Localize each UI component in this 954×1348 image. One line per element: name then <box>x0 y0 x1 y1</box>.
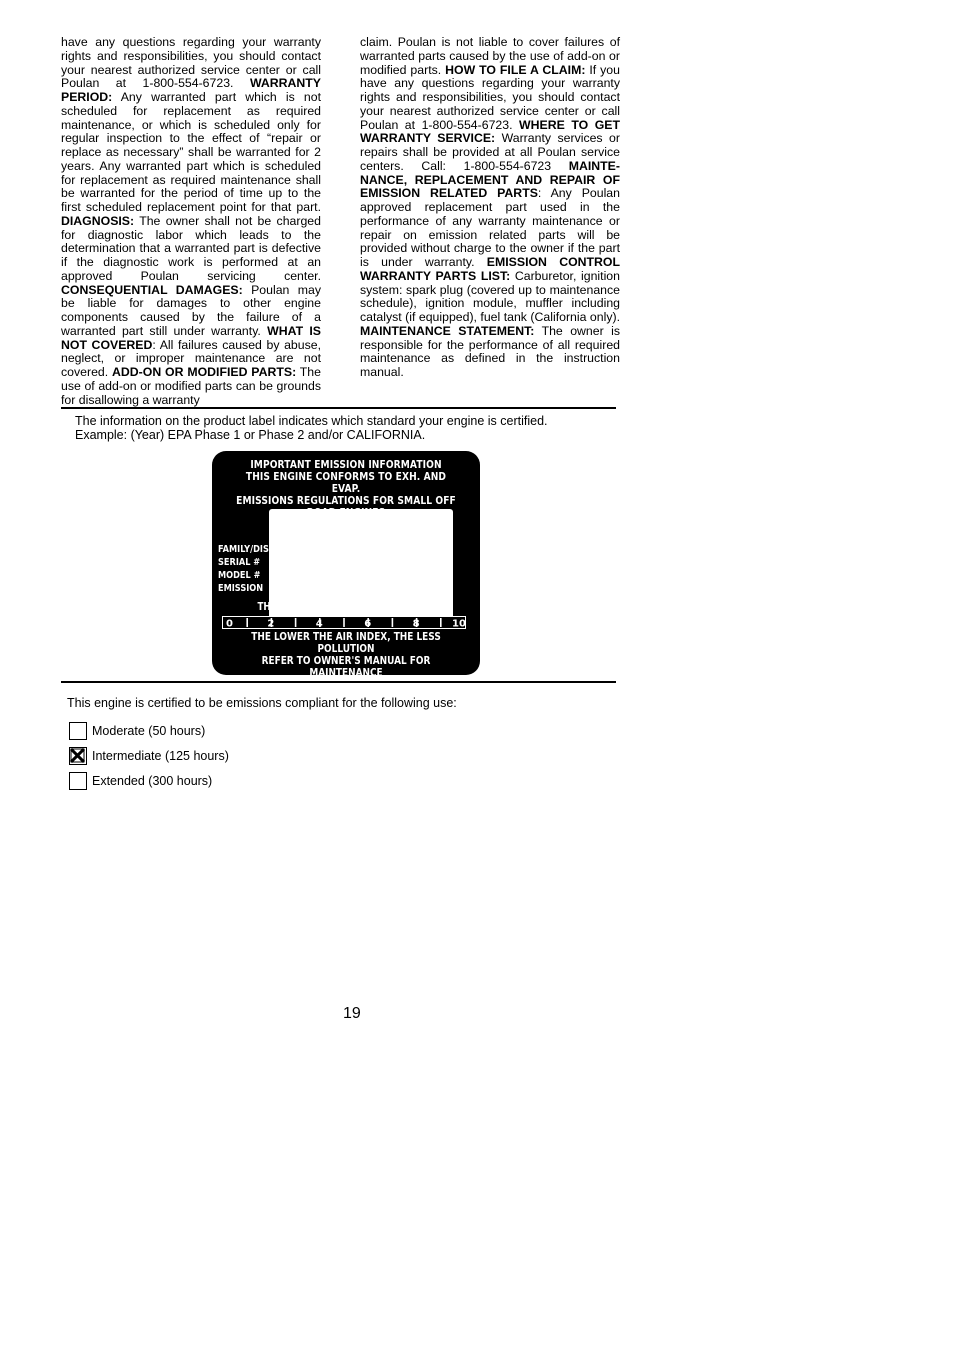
checkbox[interactable] <box>69 747 87 765</box>
heading-warranty-period: WARRANTY PERIOD: <box>61 76 321 104</box>
label-field: SERIAL # <box>218 557 261 568</box>
air-index-fill <box>223 617 296 628</box>
air-index-scale-label: 0 <box>226 618 233 629</box>
air-index-scale-label: 4 <box>315 618 323 629</box>
heading-maintenance-replacement: MAINTENANCE, REPLACEMENT AND REPAIR OF EMISSION RELATED PARTS <box>360 158 620 201</box>
paragraph-text: have any questions regarding your warranty rights and responsibilities, you should contact your nearest authorized service center or call Poulan at 1-800-554-6723. <box>61 35 321 91</box>
checkbox[interactable] <box>69 722 87 740</box>
label-note <box>75 414 615 442</box>
option-label: Intermediate (125 hours) <box>92 749 229 763</box>
air-index-scale-label: 6 <box>364 618 372 629</box>
heading-what-is-not-covered: WHAT IS NOT COVERED <box>61 323 321 352</box>
paragraph-text: Poulan may be liable for damages to other engine components caused by the failure of a warranted part still under warranty. <box>61 282 321 338</box>
option-label: Moderate (50 hours) <box>92 724 206 738</box>
paragraph-text: : Any Poulan approved replacement part used in the performance of any warranty maintenance or repair on emission related parts will be provided without charge to the owner if the part is under warranty. <box>360 186 620 269</box>
air-index-scale <box>222 616 466 629</box>
label-field: EMISSION <box>218 583 264 594</box>
air-index-scale-label: 2 <box>267 618 275 629</box>
paragraph-text: If you have any questions regarding your warranty rights and responsibilities, you should contact your nearest authorized service center or call Poulan at 1-800-554-6723. <box>360 62 620 132</box>
checkbox[interactable] <box>69 772 87 790</box>
heading-consequential-damages: CONSEQUENTIAL DAMAGES: <box>61 282 243 297</box>
label-field: MODEL # <box>218 570 261 581</box>
label-note-line: The information on the product label indicates which standard your engine is certified. <box>75 414 548 428</box>
label-title-line: EMISSIONS REGULATIONS FOR SMALL OFF <box>236 495 456 507</box>
section-divider <box>61 681 616 683</box>
emission-information-label <box>212 451 480 691</box>
section-divider <box>61 407 616 409</box>
label-title-line: THIS ENGINE CONFORMS TO EXH. AND EVAP. <box>245 471 447 495</box>
label-bottom-line: THE LOWER THE AIR INDEX, THE LESS POLLUTION <box>251 631 441 655</box>
paragraph-text: Carburetor, ignition system: spark plug (covered up to maintenance schedule), ignition module, muffler including catalyst (if equipped), fuel tank (California only). <box>360 268 620 324</box>
paragraph-text: claim. Poulan is not liable to cover failures of warranted parts caused by the use of add-on or modified parts. <box>360 35 620 77</box>
page-number: 19 <box>343 1005 361 1022</box>
paragraph-text: Any warranted part which is not scheduled for replacement as required maintenance, or which is scheduled only for regular inspection to the effect of “repair or replace as necessary” shall be warranted for 2 years. Any warranted part which is scheduled for replacement as required maintenance shall be warranted for the period of time up to the first scheduled replacement point for that part. <box>61 90 321 214</box>
paragraph-text: : All failures caused by abuse, neglect, or improper maintenance are not covered. <box>61 337 321 379</box>
heading-how-to-file-claim: HOW TO FILE A CLAIM: <box>445 62 586 77</box>
heading-add-on-parts: ADD-ON OR MODIFIED PARTS: <box>112 365 297 379</box>
paragraph-text: The owner is responsible for the performance of all required maintenance as defined in the instruction manual. <box>360 323 621 379</box>
air-index-scale-label: 10 <box>452 618 466 629</box>
option-moderate[interactable] <box>69 722 205 740</box>
warranty-text-right-column <box>360 36 620 380</box>
label-field: FAMILY/DISP. <box>218 544 277 555</box>
certification-intro: This engine is certified to be emissions compliant for the following use: <box>67 696 457 710</box>
option-extended[interactable] <box>69 772 212 790</box>
label-title-line: IMPORTANT EMISSION INFORMATION <box>250 459 442 471</box>
paragraph-text: The use of add-on or modified parts can be grounds for disallowing a warranty <box>61 365 321 407</box>
heading-diagnosis: DIAGNOSIS: <box>61 213 135 228</box>
option-label: Extended (300 hours) <box>92 774 213 788</box>
heading-maintenance-statement: MAINTENANCE STATEMENT: <box>360 323 535 338</box>
check-x-icon <box>70 748 85 763</box>
heading-parts-list: EMISSION CONTROL WARRANTY PARTS LIST: <box>360 255 620 283</box>
label-bottom-line: SPECIFICATIONS AND ADJUSTMENTS. <box>252 679 440 691</box>
label-bottom-line: REFER TO OWNER'S MANUAL FOR MAINTENANCE <box>261 655 431 679</box>
label-fields <box>218 543 276 595</box>
air-index-scale-label: 8 <box>412 618 420 629</box>
paragraph-text: The owner shall not be charged for diagnostic labor which leads to the determination that a warranted part is defective if the diagnostic work is performed at an approved Poulan servicing center. <box>61 213 321 283</box>
paragraph-text: Warranty services or repairs shall be provided at all Poulan service centers. Call: 1-800-554-6723 <box>360 131 620 173</box>
warranty-text-left-column <box>61 36 321 407</box>
option-intermediate[interactable] <box>69 747 229 765</box>
air-index-text: THE AIR INDEX OF THIS ENGINE IS 3 <box>257 602 435 613</box>
heading-where-to-get-service: WHERE TO GET WARRANTY SERVICE: <box>360 117 620 146</box>
label-note-line: Example: (Year) EPA Phase 1 or Phase 2 and/or CALIFORNIA. <box>75 428 426 442</box>
